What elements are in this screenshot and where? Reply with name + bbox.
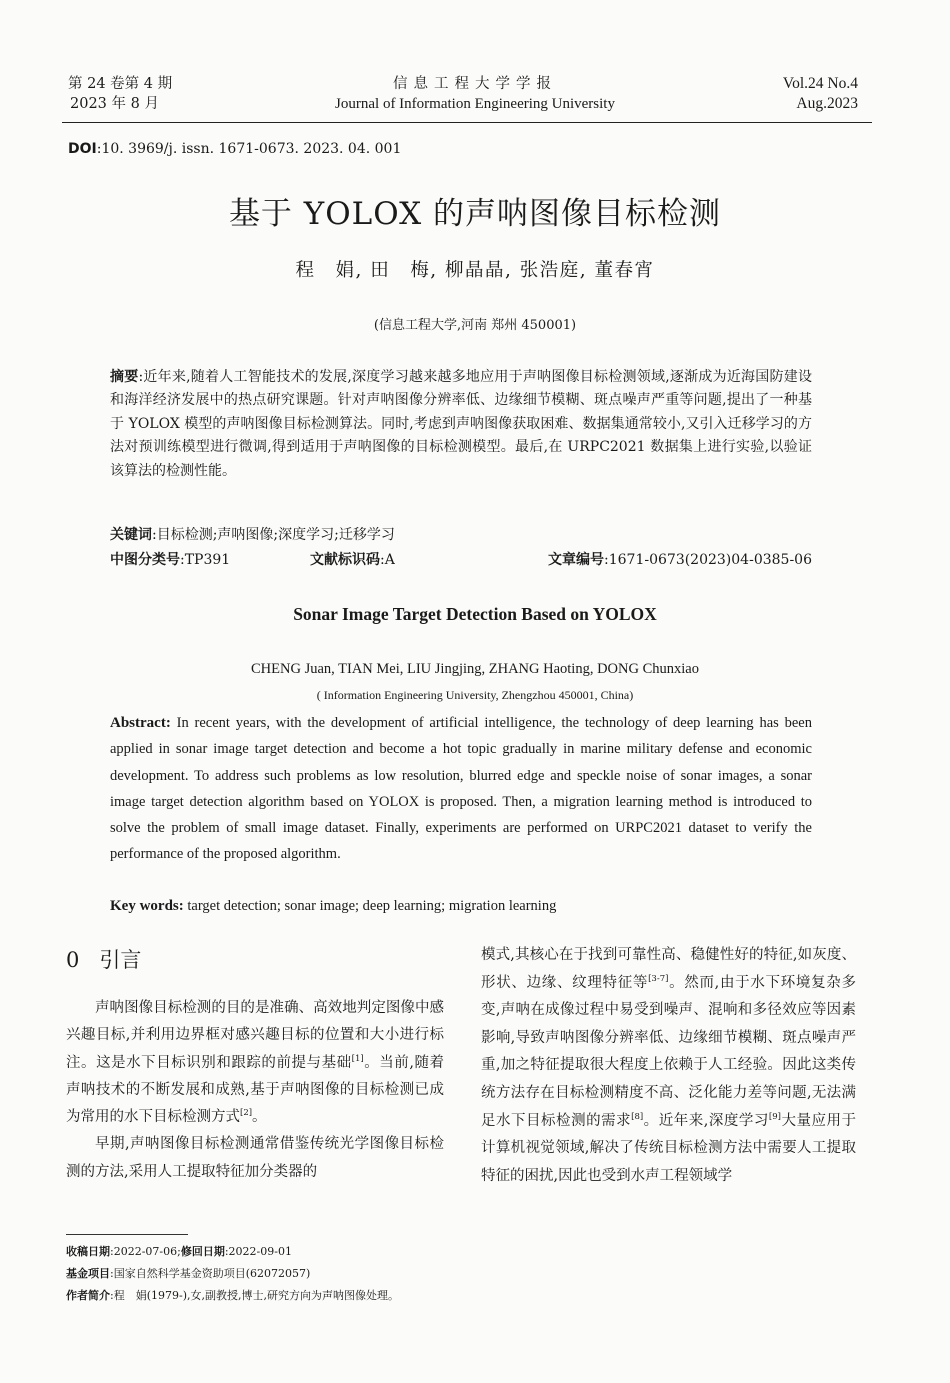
keywords-cn-label: 关键词: [110, 527, 152, 543]
body-right-column: [481, 942, 856, 1190]
clc-number: 中图分类号:TP391: [110, 552, 231, 568]
volume-issue-cn: 第 24 卷第 4 期: [68, 76, 173, 92]
authors-cn: 程 娟, 田 梅, 柳晶晶, 张浩庭, 董春宵: [295, 260, 655, 281]
keywords-en-text: target detection; sonar image; deep learning; migration learning: [183, 898, 557, 914]
footnote-fund: 基金项目:国家自然科学基金资助项目(62072057): [66, 1267, 311, 1280]
date-cn: 2023 年 8 月: [70, 96, 159, 112]
body-left-column: [66, 995, 444, 1186]
volume-issue-en: Vol.24 No.4: [782, 75, 858, 92]
journal-issue-en: [783, 74, 858, 114]
keywords-cn: [110, 524, 812, 546]
section-heading: [66, 944, 141, 974]
journal-name-en: Journal of Information Engineering University: [335, 96, 615, 112]
keywords-en-label: Key words:: [110, 898, 184, 914]
abstract-en-text: In recent years, with the development of artificial intelligence, the technology of deep learning has been applied in sonar image target detection and become a hot topic gradually in marine military defense and economic development. To address such problems as low resolution, blurred edge and speckle noise of sonar images, a sonar image target detection algorithm based on YOLOX is proposed. Then, a migration learning method is introduced to solve the problem of small image dataset. Finally, experiments are performed on URPC2021 dataset to verify the performance of the proposed algorithm.: [110, 715, 812, 863]
doi-line: [68, 141, 401, 157]
document-code: 文献标识码:A: [310, 552, 395, 568]
footnote-author: 作者简介:程 娟(1979-),女,副教授,博士,研究方向为声呐图像处理。: [66, 1289, 399, 1302]
citation: [3-7]: [648, 973, 669, 984]
footnote-rule: [66, 1234, 188, 1235]
citation: [8]: [631, 1111, 644, 1122]
abstract-cn: [110, 366, 812, 483]
citation: [9]: [768, 1111, 781, 1122]
paragraph: 模式,其核心在于找到可靠性高、稳健性好的特征,如灰度、形状、边缘、纹理特征等[3-7]。然而,由于水下环境复杂多变,声呐在成像过程中易受到噪声、混响和多径效应等因素影响,导致声呐图像分辨率低、边缘细节模糊、斑点噪声严重,加之特征提取很大程度上依赖于人工经验。因此这类传统方法存在目标检测精度不高、泛化能力差等问题,无法满足水下目标检测的需求[8]。近年来,深度学习[9]大量应用于计算机视觉领域,解决了传统目标检测方法中需要人工提取特征的困扰,因此也受到水声工程领域学: [481, 947, 857, 1184]
journal-name-cn: 信息工程大学学报: [393, 76, 557, 92]
footnote-dates: 收稿日期:2022-07-06;修回日期:2022-09-01: [66, 1245, 292, 1258]
doi-label: DOI: [68, 141, 97, 157]
affiliation-cn: (信息工程大学,河南 郑州 450001): [373, 318, 577, 333]
affiliation-en: ( Information Engineering University, Zhengzhou 450001, China): [316, 688, 634, 702]
authors-en: CHENG Juan, TIAN Mei, LIU Jingjing, ZHANG Haoting, DONG Chunxiao: [251, 661, 699, 677]
section-title: 引言: [99, 948, 142, 972]
section-number: 0: [66, 948, 80, 972]
keywords-cn-text: :目标检测;声呐图像;深度学习;迁移学习: [152, 527, 395, 543]
article-number: 文章编号:1671-0673(2023)04-0385-06: [548, 552, 812, 568]
footnotes: [66, 1241, 399, 1307]
date-en: Aug.2023: [796, 95, 858, 112]
paper-title-en: Sonar Image Target Detection Based on YOLOX: [293, 604, 657, 624]
doi-value: :10. 3969/j. issn. 1671-0673. 2023. 04. 001: [96, 141, 402, 157]
abstract-en: [110, 710, 812, 868]
citation: [1]: [351, 1053, 364, 1064]
paragraph: 声呐图像目标检测的目的是准确、高效地判定图像中感兴趣目标,并利用边界框对感兴趣目标的位置和大小进行标注。这是水下目标识别和跟踪的前提与基础[1]。当前,随着声呐技术的不断发展和成熟,基于声呐图像的目标检测已成为常用的水下目标检测方式[2]。: [66, 1000, 444, 1126]
abstract-cn-label: 摘要: [110, 369, 139, 385]
header-rule: [62, 122, 872, 123]
abstract-en-label: Abstract:: [110, 715, 171, 731]
abstract-cn-text: :近年来,随着人工智能技术的发展,深度学习越来越多地应用于声呐图像目标检测领域,逐渐成为近海国防建设和海洋经济发展中的热点研究课题。针对声呐图像分辨率低、边缘细节模糊、斑点噪声严重等问题,提出了一种基于 YOLOX 模型的声呐图像目标检测算法。同时,考虑到声呐图像获取困难、数据集通常较小,又引入迁移学习的方法对预训练模型进行微调,得到适用于声呐图像的目标检测模型。最后,在 URPC2021 数据集上进行实验,以验证该算法的检测性能。: [110, 369, 812, 479]
keywords-en: [110, 893, 812, 919]
paper-title-cn: 基于 YOLOX 的声呐图像目标检测: [228, 196, 722, 232]
citation: [2]: [240, 1108, 253, 1119]
paragraph: 早期,声呐图像目标检测通常借鉴传统光学图像目标检测的方法,采用人工提取特征加分类器的: [66, 1136, 444, 1180]
